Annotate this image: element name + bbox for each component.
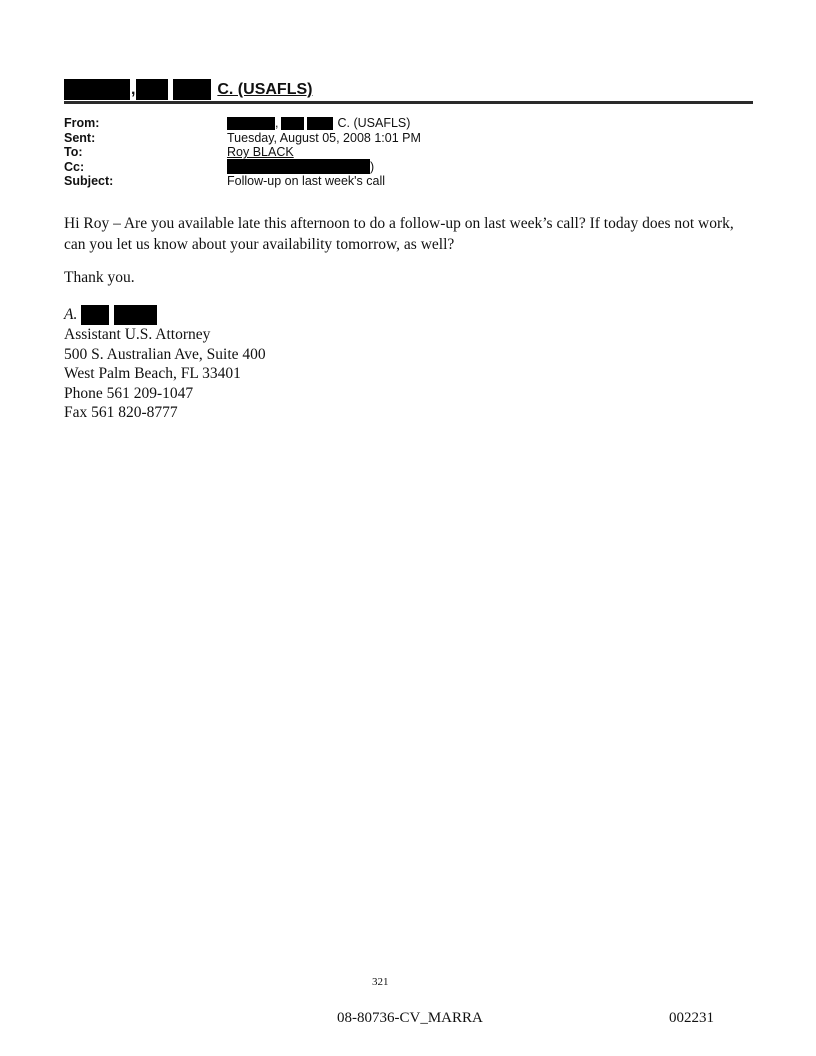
signature-title: Assistant U.S. Attorney [64, 326, 211, 343]
redaction-block [281, 117, 304, 130]
cc-label: Cc: [64, 159, 85, 174]
cc-value [227, 160, 374, 175]
bates-number: 002231 [669, 1010, 714, 1026]
header-rule [64, 101, 753, 104]
signature-address-line2: West Palm Beach, FL 33401 [64, 365, 241, 382]
subject-label: Subject: [64, 174, 114, 188]
signature-phone: Phone 561 209-1047 [64, 384, 194, 402]
to-label: To: [64, 145, 83, 159]
signature-address-line1: 500 S. Australian Ave, Suite 400 [64, 345, 266, 363]
signature-block [64, 304, 266, 423]
subject-row [64, 174, 421, 189]
redaction-block [136, 79, 168, 100]
from-value [227, 116, 410, 131]
redaction-block [173, 79, 211, 100]
to-row [64, 145, 421, 160]
from-comma: , [275, 116, 279, 130]
sent-row [64, 131, 421, 146]
redaction-block [227, 117, 275, 130]
from-label: From: [64, 116, 100, 130]
from-suffix: C. (USAFLS) [337, 116, 411, 130]
redaction-block [81, 305, 109, 325]
header-name-suffix: C. (USAFLS) [217, 80, 313, 98]
message-paragraph: Thank you. [64, 269, 135, 286]
message-body [64, 213, 754, 300]
to-value[interactable]: Roy BLACK [227, 145, 294, 159]
redaction-block [114, 305, 157, 325]
sent-value: Tuesday, August 05, 2008 1:01 PM [227, 130, 421, 145]
redaction-block [64, 79, 130, 100]
cc-suffix: ) [370, 159, 375, 174]
cc-row [64, 160, 421, 175]
signature-initial: A. [64, 305, 78, 323]
case-number: 08-80736-CV_MARRA [337, 1010, 483, 1026]
message-paragraph: Hi Roy – Are you available late this afternoon to do a follow-up on last week’s call? If today does not work, can you let us know about your availability tomorrow, as well? [64, 215, 734, 253]
signature-fax: Fax 561 820-8777 [64, 404, 178, 421]
from-row [64, 116, 421, 131]
redaction-block [307, 117, 333, 130]
signature-name [64, 304, 266, 325]
sender-header [64, 79, 312, 101]
redaction-block [227, 159, 370, 174]
sent-label: Sent: [64, 130, 96, 145]
header-comma: , [131, 80, 136, 98]
page-number: 321 [372, 976, 389, 988]
email-fields [64, 116, 421, 189]
subject-value: Follow-up on last week's call [227, 174, 386, 188]
